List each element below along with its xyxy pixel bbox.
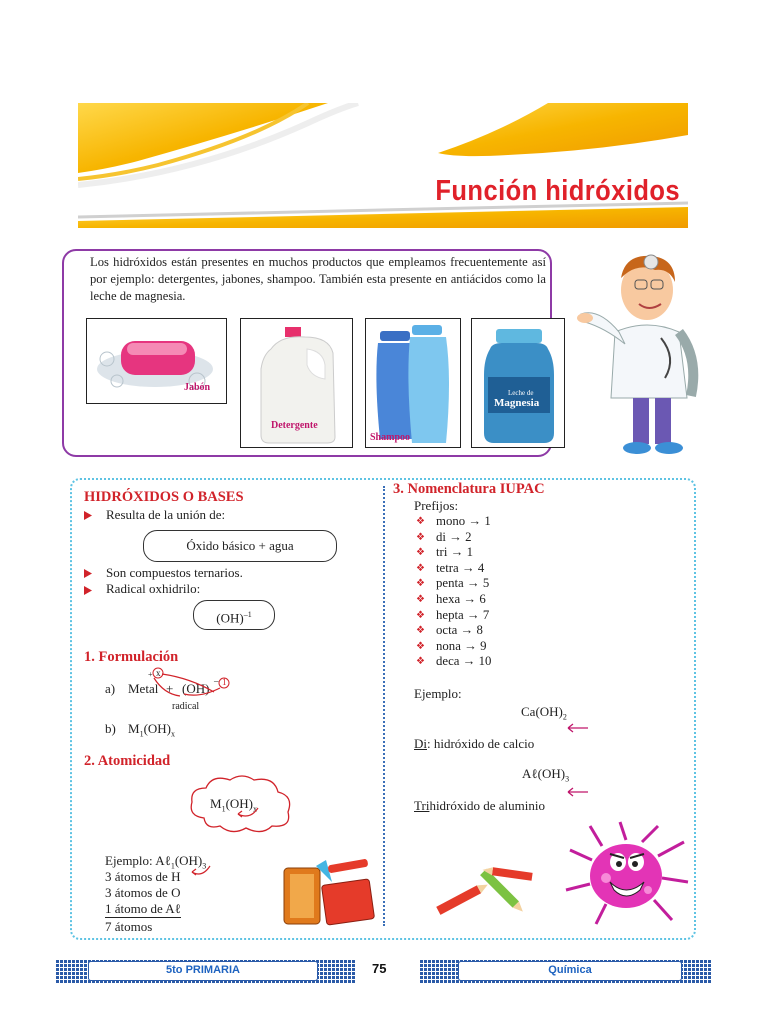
bullet-text-3: Radical oxhidrilo: — [106, 581, 201, 596]
example-1-formula — [521, 704, 567, 722]
prefix-text: octa → 8 — [436, 623, 483, 638]
section-heading-atomicidad: 2. Atomicidad — [84, 753, 171, 769]
footer-grade: 5to PRIMARIA — [88, 961, 318, 981]
shampoo-bottle-illustration — [366, 319, 461, 448]
photo-detergent — [240, 318, 353, 448]
item-a-charge-minus: – — [214, 676, 219, 686]
photo-soap — [86, 318, 227, 404]
ejemplo-oh: (OH) — [174, 853, 203, 868]
arrow-left-icon — [566, 722, 588, 734]
ejemplo-sub3: 3 — [202, 861, 207, 871]
prefix-text: hepta → 7 — [436, 607, 490, 622]
atoms-total: 7 átomos — [105, 919, 153, 934]
column-divider — [383, 486, 385, 926]
ejemplo-label: Ejemplo: A — [105, 853, 165, 868]
header-banner — [78, 103, 688, 228]
formula-box-text: Óxido básico + agua — [186, 538, 294, 553]
cloud-sub1: 1 — [221, 804, 226, 814]
pencils-illustration — [432, 860, 542, 920]
diamond-bullet-icon: ❖ — [416, 625, 425, 637]
example-2-name — [414, 798, 545, 814]
item-b-label: b) — [105, 721, 116, 736]
books-illustration — [280, 852, 380, 932]
photo-magnesia — [471, 318, 565, 448]
bullet-icon — [84, 511, 92, 520]
arrow-left-icon — [566, 786, 588, 798]
page-number: 75 — [372, 961, 387, 976]
item-a-charge-plus: + — [148, 670, 153, 679]
bullet-icon — [84, 586, 92, 595]
item-a-charge-one: 1 — [222, 677, 227, 687]
example-1-prefix: Di — [414, 736, 427, 751]
example-2-prefix: Tri — [414, 798, 430, 813]
atoms-h: 3 átomos de H — [105, 869, 181, 884]
example-1-formula-text: Ca(OH) — [521, 704, 563, 719]
item-b-oh: (OH) — [143, 721, 171, 736]
example-2-l: ℓ — [531, 766, 538, 781]
oh-box-text: (OH) — [216, 610, 244, 626]
example-1-name — [414, 736, 534, 752]
diamond-bullet-icon: ❖ — [416, 594, 425, 605]
footer-subject: Química — [458, 961, 682, 981]
magnesia-bottle-illustration — [472, 319, 565, 448]
prefix-text: tetra → 4 — [436, 560, 485, 575]
photo-label-magnesia-2: Magnesia — [494, 397, 540, 409]
item-b-sub1: 1 — [139, 729, 144, 739]
atoms-o: 3 átomos de O — [105, 885, 181, 900]
diamond-bullet-icon: ❖ — [416, 609, 425, 621]
photo-shampoo — [365, 318, 461, 448]
diamond-bullet-icon: ❖ — [416, 578, 425, 590]
prefix-text: deca → 10 — [436, 654, 492, 669]
cloud-oh: (OH) — [225, 796, 253, 811]
photo-label-detergent: Detergente — [271, 420, 318, 431]
diamond-bullet-icon: ❖ — [416, 562, 425, 574]
section-heading-iupac: 3. Nomenclatura IUPAC — [393, 481, 545, 497]
photo-label-shampoo: Shampoo — [370, 432, 411, 443]
example-2-name-text: hidróxido de aluminio — [429, 798, 545, 813]
ejemplo-sub1: 1 — [170, 861, 175, 871]
example-2-a: A — [522, 766, 532, 781]
intro-text: Los hidróxidos están presentes en muchos productos que empleamos frecuentemente así por ejemplo: detergentes, jabones, shampoo. También esta presente en antiácidos como la leche de magnesia. — [90, 255, 546, 303]
cloud-arrow — [234, 806, 264, 822]
ejemplo-arrow — [188, 861, 216, 880]
item-b-subx: x — [171, 729, 175, 739]
example-1-sub: 2 — [562, 712, 567, 722]
doctor-illustration — [575, 248, 710, 460]
crossing-arrows — [140, 664, 240, 700]
oh-box — [193, 600, 275, 630]
bullet-icon — [84, 569, 92, 578]
section-heading-formulacion: 1. Formulación — [84, 649, 179, 665]
diamond-bullet-icon: ❖ — [416, 516, 425, 527]
photo-label-magnesia-1: Leche de — [508, 389, 534, 397]
prefix-text: mono → 1 — [436, 514, 491, 528]
item-a-label: a) — [105, 681, 116, 696]
item-b-formula — [128, 721, 175, 739]
diamond-bullet-icon: ❖ — [416, 656, 425, 668]
prefijos-label: Prefijos: — [414, 498, 459, 513]
prefix-text: tri → 1 — [436, 545, 473, 560]
photo-label-soap: Jabón — [184, 382, 211, 393]
bullet-text-2: Son compuestos ternarios. — [106, 565, 243, 580]
ejemplo-right: Ejemplo: — [414, 686, 462, 701]
oh-box-sup: –1 — [243, 610, 252, 619]
example-2-oh: (OH) — [537, 766, 566, 781]
atoms-al: 1 átomo de Aℓ — [105, 901, 181, 916]
page-title: Función hidróxidos — [435, 175, 680, 207]
ejemplo-l: ℓ — [164, 853, 171, 868]
prefix-text: di → 2 — [436, 529, 472, 544]
item-a-metal: Metal — [128, 681, 159, 696]
item-b-m: M — [128, 721, 140, 736]
section-heading-bases: HIDRÓXIDOS O BASES — [84, 489, 244, 505]
cloud-subx: x — [253, 804, 257, 814]
prefix-text: nona → 9 — [436, 638, 487, 653]
prefix-text: hexa → 6 — [436, 592, 486, 606]
example-2-formula — [522, 766, 569, 784]
formula-box — [143, 530, 337, 562]
diamond-bullet-icon: ❖ — [416, 531, 425, 543]
item-a-plus: + — [166, 681, 174, 696]
prefix-text: penta → 5 — [436, 576, 490, 591]
cloud-m: M — [210, 796, 222, 811]
monster-illustration — [562, 820, 692, 928]
diamond-bullet-icon: ❖ — [416, 640, 425, 652]
item-a-radical: radical — [172, 701, 200, 712]
example-2-sub: 3 — [565, 774, 570, 784]
item-a-charge-x: x — [156, 668, 161, 678]
diamond-bullet-icon: ❖ — [416, 547, 425, 559]
example-1-name-text: : hidróxido de calcio — [427, 736, 535, 751]
bullet-text-1: Resulta de la unión de: — [106, 507, 226, 522]
item-a-oh: (OH) — [182, 681, 210, 696]
